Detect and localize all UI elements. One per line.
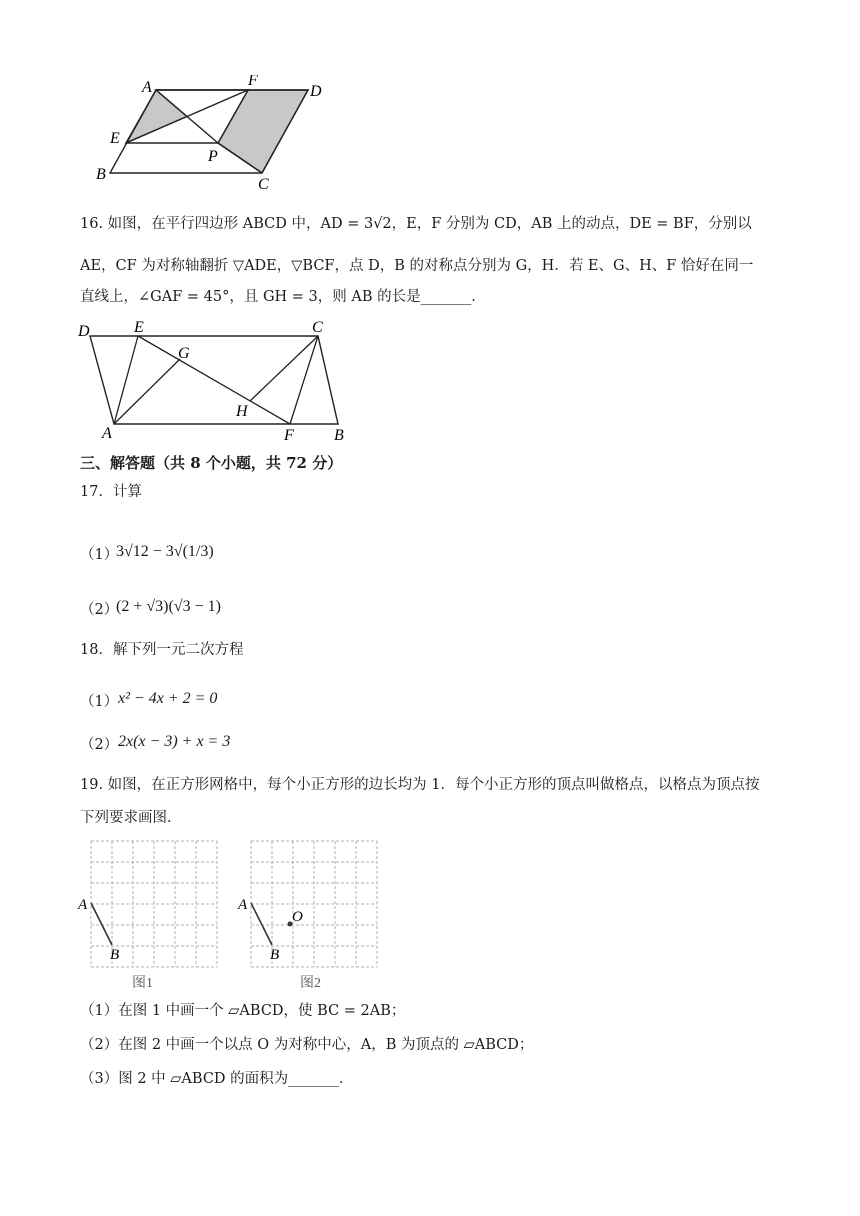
q19-p1: （1）在图 1 中画一个 ▱ABCD，使 BC = 2AB；: [80, 1003, 406, 1019]
label-b: B: [270, 947, 280, 963]
label-f: F: [284, 427, 294, 444]
q16-line1: 16. 如图，在平行四边形 ABCD 中，AD = 3√2，E，F 分别为 CD，AB 上的动点，DE = BF，分别以: [80, 216, 752, 232]
q18-p2-expr: 2x(x − 3) + x = 3: [118, 733, 231, 750]
q18-p1-label: （1）: [80, 694, 119, 710]
q18-title: 18．解下列一元二次方程: [80, 642, 244, 658]
q17-p1-label: （1）: [80, 547, 119, 563]
figure-q16: [72, 316, 362, 444]
label-c: C: [312, 319, 323, 336]
label-e: E: [134, 319, 144, 336]
q16-line3: 直线上，∠GAF = 45°，且 GH = 3，则 AB 的长是_______．: [80, 289, 486, 305]
label-c: C: [258, 176, 269, 193]
q17-p2-expr: (2 + √3)(√3 − 1): [116, 598, 221, 615]
figure-q15: [90, 75, 340, 195]
label-o: O: [292, 909, 303, 925]
label-b: B: [96, 166, 106, 183]
q17-p1-expr: 3√12 − 3√(1/3): [116, 543, 214, 560]
label-h: H: [236, 403, 248, 420]
caption-fig1: 图1: [132, 976, 153, 991]
q16-line2: AE，CF 为对称轴翻折 ▽ADE，▽BCF，点 D，B 的对称点分别为 G，H．若 E、G、H、F 恰好在同一: [80, 258, 754, 274]
section-title: 三、解答题（共 8 个小题，共 72 分）: [80, 454, 343, 472]
label-a: A: [102, 425, 112, 442]
caption-fig2: 图2: [300, 976, 321, 991]
label-a: A: [78, 897, 88, 913]
q17-p2-label: （2）: [80, 602, 119, 618]
label-g: G: [178, 345, 190, 362]
label-f: F: [248, 75, 258, 89]
label-d: D: [78, 323, 90, 340]
label-d: D: [310, 83, 322, 100]
q18-p1-expr: x² − 4x + 2 = 0: [118, 690, 218, 707]
label-a: A: [238, 897, 248, 913]
label-p: P: [208, 148, 218, 165]
q19-line2: 下列要求画图．: [80, 810, 182, 826]
label-e: E: [110, 130, 120, 147]
label-a: A: [142, 79, 152, 96]
q19-p3: （3）图 2 中 ▱ABCD 的面积为_______．: [80, 1071, 354, 1087]
q19-line1: 19. 如图，在正方形网格中，每个小正方形的边长均为 1．每个小正方形的顶点叫做格点，以格点为顶点按: [80, 777, 760, 793]
q18-p2-label: （2）: [80, 737, 119, 753]
q19-p2: （2）在图 2 中画一个以点 O 为对称中心，A，B 为顶点的 ▱ABCD；: [80, 1037, 534, 1053]
q17-title: 17．计算: [80, 484, 142, 500]
label-b: B: [110, 947, 120, 963]
label-b: B: [334, 427, 344, 444]
grid-figure-1: [72, 835, 222, 995]
grid-figure-2: [232, 835, 382, 995]
